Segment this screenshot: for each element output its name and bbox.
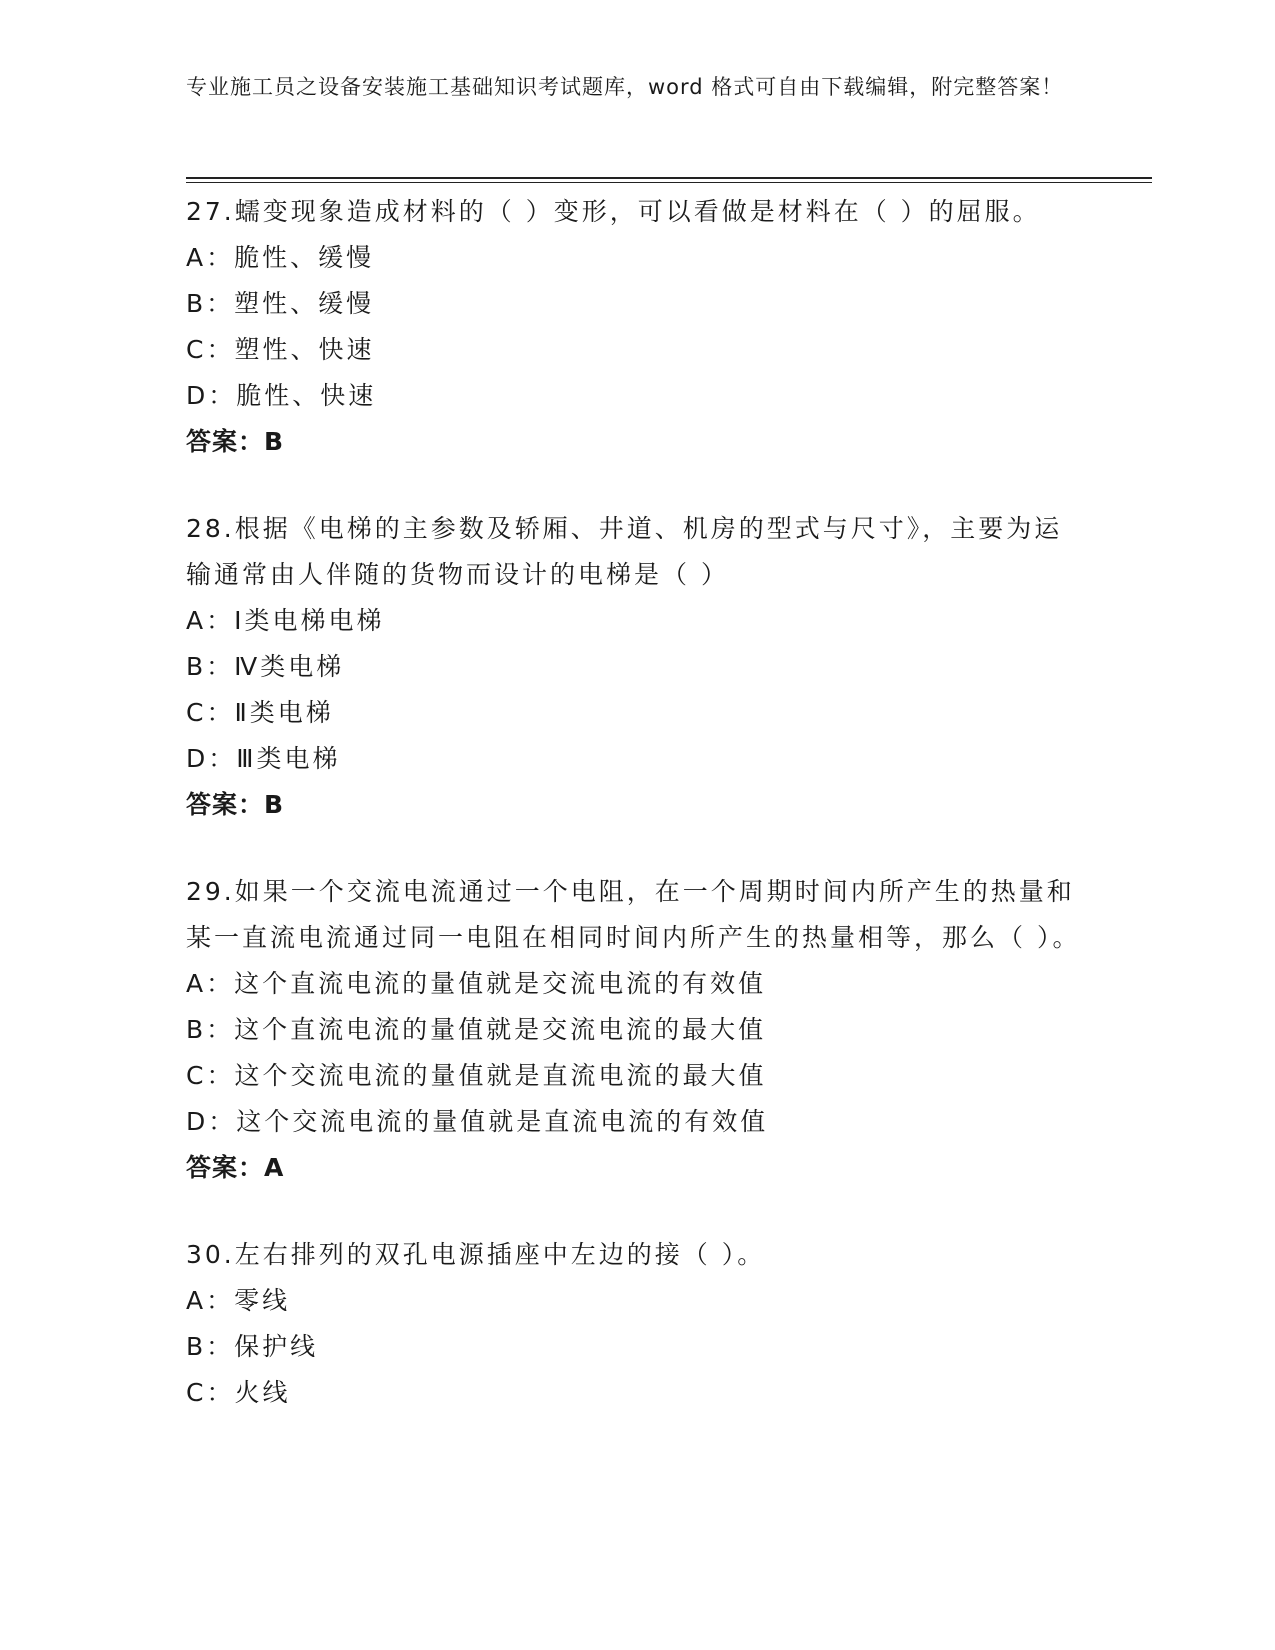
question-29: [186, 869, 1086, 1191]
answer: 答案：B: [186, 427, 285, 456]
option-a: A：脆性、缓慢: [186, 243, 375, 272]
question-list: [186, 189, 1086, 1457]
question-stem: 29.如果一个交流电流通过一个电阻，在一个周期时间内所产生的热量和某一直流电流通过同一电阻在相同时间内所产生的热量相等，那么（ ）。: [186, 877, 1081, 952]
question-28: [186, 506, 1086, 828]
option-b: B：保护线: [186, 1332, 319, 1361]
question-stem: 28.根据《电梯的主参数及轿厢、井道、机房的型式与尺寸》，主要为运输通常由人伴随的货物而设计的电梯是（ ）: [186, 514, 1063, 589]
question-stem: 27.蠕变现象造成材料的（ ）变形，可以看做是材料在（ ）的屈服。: [186, 197, 1041, 226]
option-b: B：这个直流电流的量值就是交流电流的最大值: [186, 1015, 767, 1044]
option-a: A：这个直流电流的量值就是交流电流的有效值: [186, 969, 767, 998]
header-title: 专业施工员之设备安装施工基础知识考试题库，word 格式可自由下载编辑，附完整答案！: [186, 75, 1064, 99]
header-rule-thick: [186, 177, 1152, 179]
option-d: D：脆性、快速: [186, 381, 377, 410]
option-a: A：Ⅰ类电梯电梯: [186, 606, 385, 635]
question-stem: 30.左右排列的双孔电源插座中左边的接（ ）。: [186, 1240, 766, 1269]
option-c: C：火线: [186, 1378, 291, 1407]
header-rule-thin: [186, 182, 1152, 183]
answer: 答案：B: [186, 790, 285, 819]
answer: 答案：A: [186, 1153, 285, 1182]
option-c: C：塑性、快速: [186, 335, 375, 364]
question-30: [186, 1232, 1086, 1416]
option-d: D：Ⅲ类电梯: [186, 744, 341, 773]
option-b: B：塑性、缓慢: [186, 289, 375, 318]
question-27: [186, 189, 1086, 465]
option-a: A：零线: [186, 1286, 291, 1315]
option-d: D：这个交流电流的量值就是直流电流的有效值: [186, 1107, 769, 1136]
option-c: C：Ⅱ类电梯: [186, 698, 334, 727]
option-b: B：Ⅳ类电梯: [186, 652, 345, 681]
document-header: [186, 72, 1066, 103]
option-c: C：这个交流电流的量值就是直流电流的最大值: [186, 1061, 767, 1090]
